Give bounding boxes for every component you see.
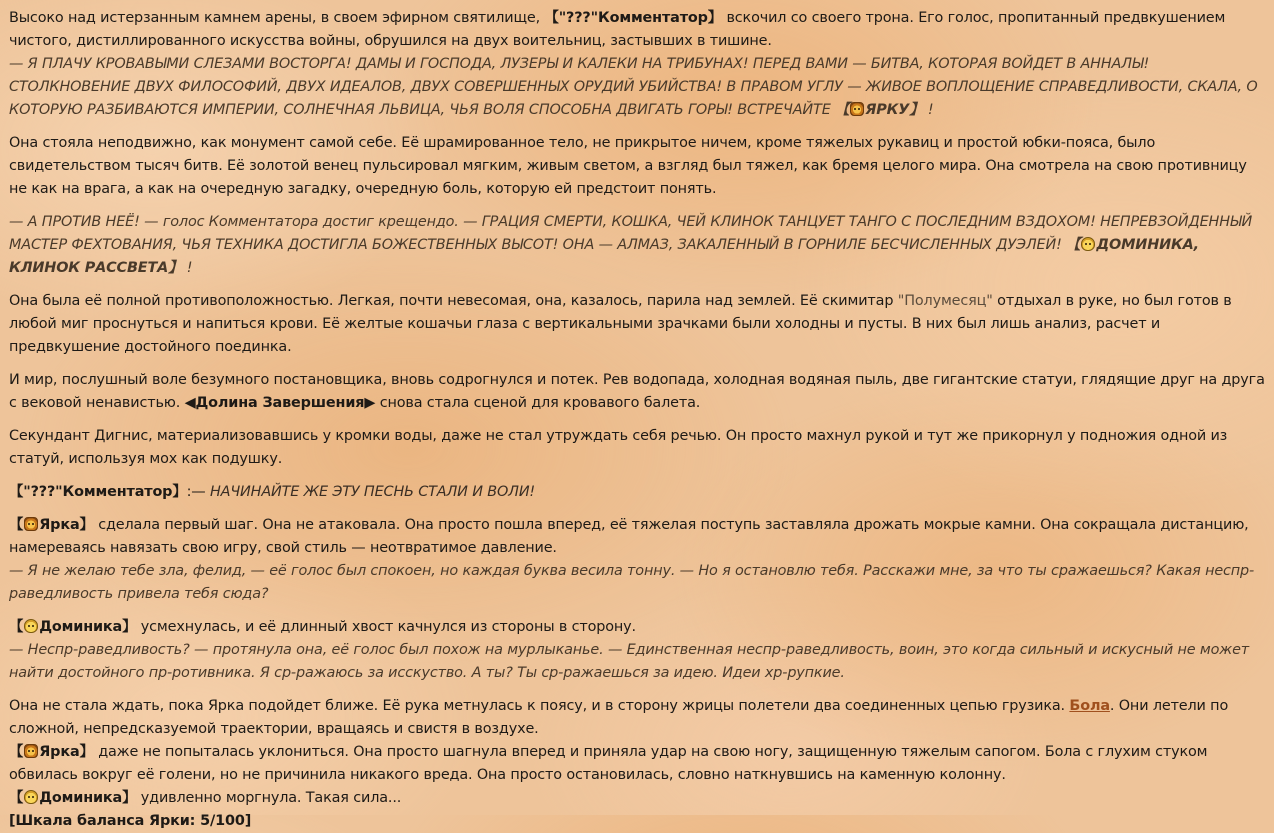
commentator-shout: — Я ПЛАЧУ КРОВАВЫМИ СЛЕЗАМИ ВОСТОРГА! ДАМЫ И ГОСПОДА, ЛУЗЕРЫ И КАЛЕКИ НА ТРИБУНАХ! ПЕРЕД ВАМИ — БИТВА, КОТОРАЯ ВОЙДЕТ В АННАЛЫ! СТОЛКНОВЕНИЕ ДВУХ ФИЛОСОФИЙ, ДВУХ ИДЕАЛОВ, ДВУХ СОВЕРШЕННЫХ ОРУДИЙ УБИЙСТВА! В ПРАВОМ УГЛУ — ЖИВОЕ ВОПЛОЩЕНИЕ СПРАВЕДЛИВОСТИ, СКАЛА, О КОТОРУЮ РАЗБИВАЮТСЯ ИМПЕРИИ, СОЛНЕЧНАЯ ЛЬВИЦА, ЧЬЯ ВОЛЯ СПОСОБНА ДВИГАТЬ ГОРЫ! ВСТРЕЧАЙТЕ 【 ЯРКУ】 ! xyxy=(9,56,1258,118)
lion-face-icon xyxy=(850,102,864,116)
bola-link[interactable]: Бола xyxy=(1069,698,1110,714)
paragraph-dominika-announce: — А ПРОТИВ НЕЁ! — голос Комментатора достиг крещендо. — ГРАЦИЯ СМЕРТИ, КОШКА, ЧЕЙ КЛИНОК ТАНЦУЕТ ТАНГО С ПОСЛЕДНИМ ВЗДОХОМ! НЕПРЕВЗОЙДЕННЫЙ МАСТЕР ФЕХТОВАНИЯ, ЧЬЯ ТЕХНИКА ДОСТИГЛА БОЖЕСТВЕННЫХ ВЫСОТ! ОНА — АЛМАЗ, ЗАКАЛЕННЫЙ В ГОРНИЛЕ БЕСЧИСЛЕННЫХ ДУЭЛЕЙ! 【 ДОМИНИКА, КЛИНОК РАССВЕТА】 ! xyxy=(9,214,1253,276)
paragraph-dominika-reply: 【 Доминика】 усмехнулась, и её длинный хвост качнулся из стороны в сторону. — Неспр-раведливость? — протянула она, её голос был похож на мурлыканье. — Единственная неспр-раведливость, воин, это когда сильный и искусный не может найти достойного пр-ротивника. Я ср-ражаюсь за исскуство. А ты? Ты ср-ражаешься за идею. Идеи хр-рупкие. xyxy=(9,619,1250,681)
dominika-speech: — Неспр-раведливость? — протянула она, её голос был похож на мурлыканье. — Единственная неспр-раведливость, воин, это когда сильный и искусный не может найти достойного пр-ротивника. Я ср-ражаюсь за исскуство. А ты? Ты ср-ражаешься за идею. Идеи хр-рупкие. xyxy=(9,642,1250,681)
yarka-tag: 【 Ярка】 xyxy=(9,744,94,760)
balance-status: [Шкала баланса Ярки: 5/100] xyxy=(9,813,252,829)
paragraph-dominika-blink: 【 Доминика】 удивленно моргнула. Такая сила... xyxy=(9,790,402,806)
cat-face-icon xyxy=(24,619,38,633)
location-name: ◀Долина Завершения▶ xyxy=(184,395,376,411)
cat-face-icon xyxy=(1081,237,1095,251)
paragraph-yarka-step: 【 Ярка】 сделала первый шаг. Она не атаковала. Она просто пошла вперед, её тяжелая поступь заставляла дрожать мокрые камни. Она сокращала дистанцию, намереваясь навязать свою игру, свой стиль — неотвратимое давление. — Я не желаю тебе зла, фелид, — её голос был спокоен, но каждая буква весила тонну. — Но я остановлю тебя. Расскажи мне, за что ты сражаешься? Какая неспр-раведливость привела тебя сюда? xyxy=(9,517,1255,602)
yarka-tag: 【 Ярка】 xyxy=(9,517,94,533)
paragraph-second: Секундант Дигнис, материализовавшись у кромки воды, даже не стал утруждать себя речью. Он просто махнул рукой и тут же прикорнул у подножия одной из статуй, используя мох как подушку. xyxy=(9,428,1228,467)
lion-face-icon xyxy=(24,517,38,531)
paragraph-bola: Она не стала ждать, пока Ярка подойдет ближе. Её рука метнулась к поясу, и в сторону жрицы полетели два соединенных цепью грузика. Бола. Они летели по сложной, непредсказуемой траектории, вращаясь и свистя в воздухе. xyxy=(9,698,1229,737)
yarka-speech: — Я не желаю тебе зла, фелид, — её голос был спокоен, но каждая буква весила тонну. — Но я остановлю тебя. Расскажи мне, за что ты сражаешься? Какая неспр-раведливость привела тебя сюда? xyxy=(9,563,1255,602)
blade-name: "Полумесяц" xyxy=(897,293,993,309)
dominika-tag: 【 Доминика】 xyxy=(9,619,137,635)
cat-face-icon xyxy=(24,790,38,804)
paragraph-yarka-description: Она стояла неподвижно, как монумент самой себе. Её шрамированное тело, не прикрытое ничем, кроме тяжелых рукавиц и простой юбки-пояса, было свидетельством тысяч битв. Её золотой венец пульсировал мягким, живым светом, а взгляд был тяжел, как бремя целого мира. Она смотрела на свою противницу не как на врага, а как на очередную загадку, очередную боль, которую ей предстоит понять. xyxy=(9,135,1247,197)
commentator-tag: 【"???"Комментатор】 xyxy=(9,484,187,500)
paragraph-dominika-description: Она была её полной противоположностью. Легкая, почти невесомая, она, казалось, парила над землей. Её скимитар "Полумесяц" отдыхал в руке, но был готов в любой миг проснуться и напиться крови. Её желтые кошачьи глаза с вертикальными зрачками были холодны и пусты. В них был лишь анализ, расчет и предвкушение достойного поединка. xyxy=(9,293,1232,355)
paragraph-commentator-intro: Высоко над истерзанным камнем арены, в своем эфирном святилище, 【"???"Комментатор】 вскочил со своего трона. Его голос, пропитанный предвкушением чистого, дистиллированного искусства войны, обрушился на двух воительниц, застывших в тишине. — Я ПЛАЧУ КРОВАВЫМИ СЛЕЗАМИ ВОСТОРГА! ДАМЫ И ГОСПОДА, ЛУЗЕРЫ И КАЛЕКИ НА ТРИБУНАХ! ПЕРЕД ВАМИ — БИТВА, КОТОРАЯ ВОЙДЕТ В АННАЛЫ! СТОЛКНОВЕНИЕ ДВУХ ФИЛОСОФИЙ, ДВУХ ИДЕАЛОВ, ДВУХ СОВЕРШЕННЫХ ОРУДИЙ УБИЙСТВА! В ПРАВОМ УГЛУ — ЖИВОЕ ВОПЛОЩЕНИЕ СПРАВЕДЛИВОСТИ, СКАЛА, О КОТОРУЮ РАЗБИВАЮТСЯ ИМПЕРИИ, СОЛНЕЧНАЯ ЛЬВИЦА, ЧЬЯ ВОЛЯ СПОСОБНА ДВИГАТЬ ГОРЫ! ВСТРЕЧАЙТЕ 【 ЯРКУ】 ! xyxy=(9,10,1258,118)
paragraph-location: И мир, послушный воле безумного постановщика, вновь содрогнулся и потек. Рев водопада, холодная водяная пыль, две гигантские статуи, глядящие друг на друга с вековой ненавистью. ◀Долина Завершения▶ снова стала сценой для кровавого балета. xyxy=(9,372,1265,411)
commentator-tag: 【"???"Комментатор】 xyxy=(544,10,723,26)
lion-face-icon xyxy=(24,744,38,758)
dominika-tag: 【 Доминика】 xyxy=(9,790,137,806)
paragraph-yarka-takes-hit: 【 Ярка】 даже не попыталась уклониться. Она просто шагнула вперед и приняла удар на свою ногу, защищенную тяжелым сапогом. Бола с глухим стуком обвилась вокруг её голени, но не причинила никакого вреда. Она просто остановилась, словно наткнувшись на каменную колонну. xyxy=(9,744,1208,783)
paragraph-commentator-start: 【"???"Комментатор】:— НАЧИНАЙТЕ ЖЕ ЭТУ ПЕСНЬ СТАЛИ И ВОЛИ! xyxy=(9,484,536,500)
